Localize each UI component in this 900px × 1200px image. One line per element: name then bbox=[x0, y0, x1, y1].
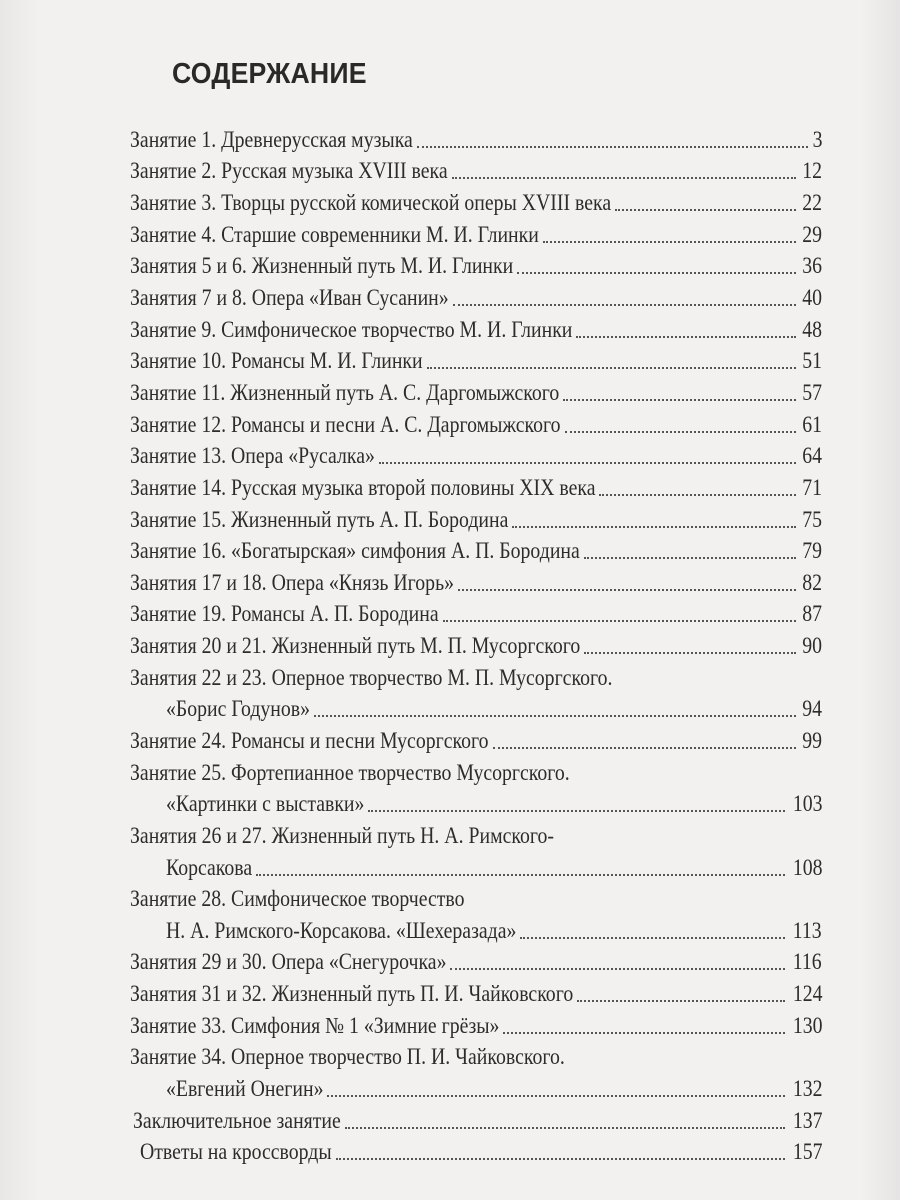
toc-entry-title: Занятия 31 и 32. Жизненный путь П. И. Чайковского bbox=[130, 981, 574, 1007]
toc-entry bbox=[130, 187, 822, 219]
toc-page-number: 64 bbox=[802, 443, 822, 469]
toc-entry-title: Заключительное занятие bbox=[133, 1107, 341, 1133]
toc-page-number: 29 bbox=[802, 221, 822, 247]
toc-entry bbox=[130, 567, 822, 599]
toc-page-number: 99 bbox=[802, 727, 822, 753]
toc-entry-title: Занятие 15. Жизненный путь А. П. Бородина bbox=[130, 506, 509, 532]
dot-leader bbox=[345, 1127, 785, 1129]
toc-page-number: 3 bbox=[812, 126, 822, 152]
toc-entry-title: Занятия 7 и 8. Опера «Иван Сусанин» bbox=[130, 285, 449, 311]
toc-entry-title: «Картинки с выставки» bbox=[166, 791, 365, 817]
toc-entry bbox=[130, 472, 822, 504]
toc-entry-title: «Борис Годунов» bbox=[166, 696, 311, 722]
toc-entry bbox=[130, 820, 822, 852]
toc-entry-title: Занятие 4. Старшие современники М. И. Глинки bbox=[130, 221, 539, 247]
toc-entry-title: Занятие 1. Древнерусская музыка bbox=[130, 126, 413, 152]
dot-leader bbox=[327, 1095, 784, 1097]
dot-leader bbox=[450, 968, 785, 970]
toc-entry-title: Занятия 20 и 21. Жизненный путь М. П. Мусоргского bbox=[130, 633, 581, 659]
toc-page-number: 12 bbox=[802, 158, 822, 184]
dot-leader bbox=[256, 874, 784, 876]
toc-page-number: 82 bbox=[802, 569, 822, 595]
toc-page-number: 94 bbox=[802, 696, 822, 722]
dot-leader bbox=[520, 937, 785, 939]
toc-entry bbox=[130, 947, 822, 979]
toc-entry-title: Занятия 22 и 23. Оперное творчество М. П. Мусоргского. bbox=[130, 664, 613, 690]
toc-entry bbox=[130, 440, 822, 472]
toc-entry-title: Занятия 5 и 6. Жизненный путь М. И. Глинки bbox=[130, 253, 514, 279]
dot-leader bbox=[503, 1032, 784, 1034]
toc-entry bbox=[130, 314, 822, 346]
toc-page-number: 40 bbox=[802, 285, 822, 311]
toc-entry bbox=[130, 535, 822, 567]
toc-page-number: 51 bbox=[802, 348, 822, 374]
dot-leader bbox=[458, 589, 796, 591]
dot-leader bbox=[512, 526, 796, 528]
toc-entry-title: Занятие 11. Жизненный путь А. С. Даргомыжского bbox=[130, 379, 560, 405]
toc-entry-title: Занятие 19. Романсы А. П. Бородина bbox=[130, 601, 439, 627]
toc-page-number: 71 bbox=[802, 474, 822, 500]
toc-page-number: 113 bbox=[793, 917, 822, 943]
dot-leader bbox=[517, 272, 796, 274]
dot-leader bbox=[314, 715, 796, 717]
toc-entry-title: Занятие 16. «Богатырская» симфония А. П. Бородина bbox=[130, 538, 580, 564]
toc-entry-title: Занятия 26 и 27. Жизненный путь Н. А. Римского- bbox=[130, 822, 554, 848]
dot-leader bbox=[577, 1000, 784, 1002]
toc-page-number: 103 bbox=[792, 791, 822, 817]
toc-page-number: 22 bbox=[802, 190, 822, 216]
toc-entry bbox=[130, 883, 822, 915]
toc-entry bbox=[130, 725, 822, 757]
dot-leader bbox=[599, 494, 796, 496]
toc-entry-title: Занятие 28. Симфоническое творчество bbox=[130, 886, 465, 912]
toc-page-number: 87 bbox=[802, 601, 822, 627]
page-title: СОДЕРЖАНИЕ bbox=[172, 58, 367, 90]
dot-leader bbox=[584, 557, 796, 559]
toc-page-number: 90 bbox=[802, 633, 822, 659]
toc-entry-title: Занятие 3. Творцы русской комической оперы XVIII века bbox=[130, 190, 612, 216]
toc-page-number: 48 bbox=[802, 316, 822, 342]
toc-entry-title: Занятие 33. Симфония № 1 «Зимние грёзы» bbox=[130, 1012, 500, 1038]
toc-entry-title: Ответы на кроссворды bbox=[140, 1139, 332, 1165]
toc-entry bbox=[130, 1042, 822, 1074]
toc-page-number: 61 bbox=[802, 411, 822, 437]
toc-entry bbox=[130, 345, 822, 377]
toc-entry bbox=[130, 251, 822, 283]
toc-entry bbox=[130, 1137, 822, 1169]
toc-entry bbox=[130, 757, 822, 789]
toc-entry bbox=[130, 630, 822, 662]
toc-entry bbox=[130, 662, 822, 694]
toc-page-number: 132 bbox=[792, 1076, 822, 1102]
toc-entry bbox=[130, 219, 822, 251]
toc-entry bbox=[130, 915, 822, 947]
toc-entry-title: «Евгений Онегин» bbox=[166, 1076, 324, 1102]
toc-page-number: 124 bbox=[792, 981, 822, 1007]
dot-leader bbox=[427, 367, 796, 369]
toc-entry bbox=[130, 409, 822, 441]
toc-entry bbox=[130, 504, 822, 536]
toc-entry bbox=[130, 124, 822, 156]
dot-leader bbox=[443, 620, 796, 622]
toc-page-number: 36 bbox=[802, 253, 822, 279]
toc-entry-title: Занятие 10. Романсы М. И. Глинки bbox=[130, 348, 423, 374]
toc-page-number: 157 bbox=[792, 1139, 822, 1165]
toc-entry-title: Занятие 25. Фортепианное творчество Мусоргского. bbox=[130, 759, 570, 785]
dot-leader bbox=[368, 810, 784, 812]
dot-leader bbox=[565, 431, 796, 433]
toc-entry bbox=[130, 978, 822, 1010]
toc-entry bbox=[130, 852, 822, 884]
toc-entry-title: Занятие 34. Оперное творчество П. И. Чайковского. bbox=[130, 1044, 565, 1070]
toc-page-number: 116 bbox=[793, 949, 822, 975]
dot-leader bbox=[493, 747, 797, 749]
toc-entry bbox=[130, 1073, 822, 1105]
dot-leader bbox=[336, 1158, 785, 1160]
toc-page-number: 108 bbox=[792, 854, 822, 880]
dot-leader bbox=[584, 652, 796, 654]
toc-entry bbox=[130, 282, 822, 314]
dot-leader bbox=[417, 146, 808, 148]
toc-entry bbox=[130, 599, 822, 631]
toc-entry-title: Н. А. Римского-Корсакова. «Шехеразада» bbox=[166, 917, 517, 943]
toc-page-number: 79 bbox=[802, 538, 822, 564]
toc-page-number: 75 bbox=[802, 506, 822, 532]
toc-page-number: 57 bbox=[802, 379, 822, 405]
toc-entry bbox=[130, 377, 822, 409]
dot-leader bbox=[563, 399, 796, 401]
toc-entry bbox=[130, 1105, 822, 1137]
toc-entry-title: Занятие 14. Русская музыка второй половины XIX века bbox=[130, 474, 596, 500]
toc-page-number: 137 bbox=[792, 1107, 822, 1133]
toc-entry-title: Занятие 2. Русская музыка XVIII века bbox=[130, 158, 448, 184]
dot-leader bbox=[379, 462, 796, 464]
table-of-contents bbox=[130, 124, 822, 1168]
toc-entry-title: Занятие 12. Романсы и песни А. С. Даргомыжского bbox=[130, 411, 561, 437]
dot-leader bbox=[453, 304, 796, 306]
toc-entry-title: Занятие 24. Романсы и песни Мусоргского bbox=[130, 727, 489, 753]
toc-entry bbox=[130, 1010, 822, 1042]
toc-page-number: 130 bbox=[792, 1012, 822, 1038]
toc-entry-title: Занятия 17 и 18. Опера «Князь Игорь» bbox=[130, 569, 454, 595]
toc-entry-title: Занятия 29 и 30. Опера «Снегурочка» bbox=[130, 949, 447, 975]
dot-leader bbox=[452, 177, 796, 179]
toc-entry bbox=[130, 694, 822, 726]
toc-entry bbox=[130, 788, 822, 820]
dot-leader bbox=[615, 209, 796, 211]
toc-entry-title: Занятие 9. Симфоническое творчество М. И. Глинки bbox=[130, 316, 573, 342]
dot-leader bbox=[576, 336, 796, 338]
toc-entry-title: Занятие 13. Опера «Русалка» bbox=[130, 443, 375, 469]
toc-entry bbox=[130, 156, 822, 188]
toc-entry-title: Корсакова bbox=[166, 854, 253, 880]
dot-leader bbox=[543, 241, 796, 243]
